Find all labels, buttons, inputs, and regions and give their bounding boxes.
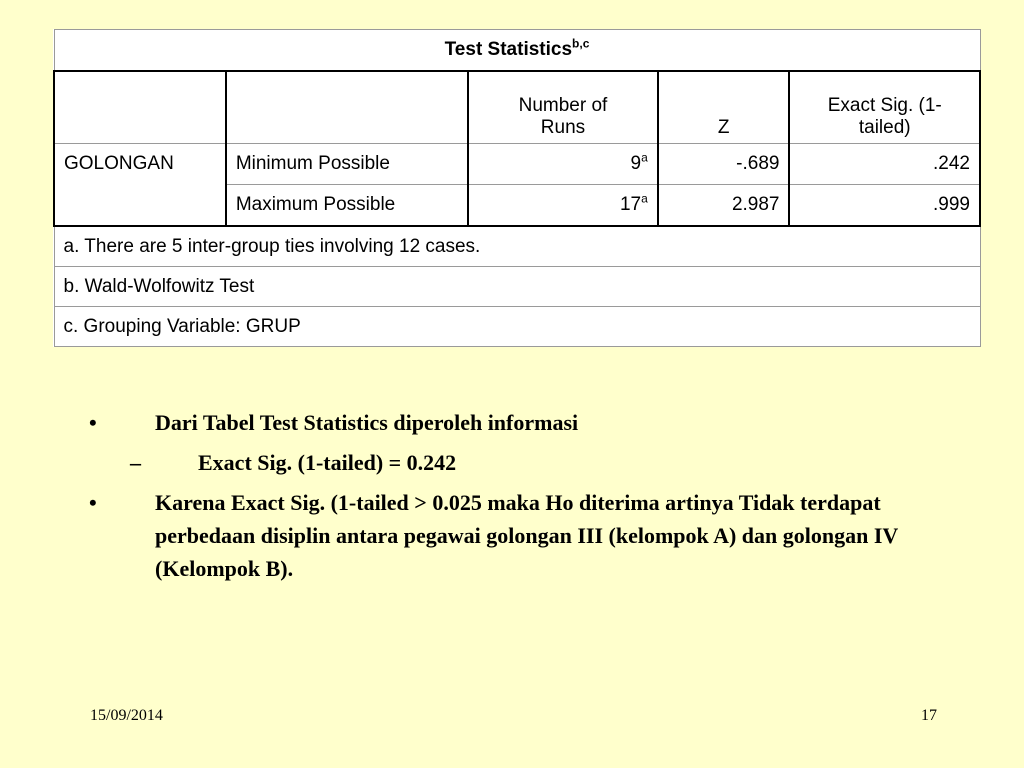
sig-cell: .242 (789, 144, 980, 185)
table-row (54, 144, 980, 185)
test-statistics-table (53, 29, 981, 347)
footnote-row (54, 267, 980, 307)
footer-date: 15/09/2014 (90, 707, 163, 724)
bullet-list (0, 406, 1024, 596)
runs-value: 17 (619, 194, 642, 215)
runs-footnote-marker: a (641, 191, 648, 206)
runs-cell (468, 185, 658, 227)
header-z: Z (658, 71, 790, 144)
footnote-row (54, 226, 980, 267)
footnote-row (54, 307, 980, 347)
header-runs-line2: Runs (540, 117, 586, 138)
runs-cell (468, 144, 658, 185)
bullet-text: Exact Sig. (1-tailed) = 0.242 (198, 450, 457, 475)
bullet-item (0, 486, 1024, 596)
bullet-item (0, 406, 1024, 446)
page-number: 17 (921, 707, 937, 724)
row-label: Minimum Possible (226, 144, 468, 185)
z-cell: 2.987 (658, 185, 790, 227)
table-header-row (54, 71, 980, 144)
header-number-of-runs (468, 71, 658, 144)
group-cell: GOLONGAN (54, 144, 226, 227)
bullet-text: Karena Exact Sig. (1-tailed > 0.025 maka Ho diterima artinya Tidak terdapat perbedaan disiplin antara pegawai golongan III (kelompok A) dan golongan IV (Kelompok B). (155, 490, 898, 581)
table-title-text: Test Statistics (444, 39, 573, 60)
bullet-marker: • (89, 490, 97, 515)
row-label: Maximum Possible (226, 185, 468, 227)
footnote-b: b. Wald-Wolfowitz Test (54, 267, 980, 307)
bullet-text: Dari Tabel Test Statistics diperoleh informasi (155, 410, 579, 435)
z-cell: -.689 (658, 144, 790, 185)
table-title-sup: b,c (572, 36, 590, 51)
bullet-marker: • (89, 410, 97, 435)
header-empty-1 (54, 71, 226, 144)
footnote-c: c. Grouping Variable: GRUP (54, 307, 980, 347)
header-runs-line1: Number of (518, 95, 608, 116)
dash-marker: – (130, 450, 141, 475)
header-sig-line2: tailed) (858, 117, 911, 138)
table-title (54, 30, 980, 72)
header-empty-2 (226, 71, 468, 144)
runs-footnote-marker: a (641, 150, 648, 165)
header-exact-sig (789, 71, 980, 144)
sig-cell: .999 (789, 185, 980, 227)
bullet-item (0, 446, 1024, 486)
footnote-a: a. There are 5 inter-group ties involving 12 cases. (54, 226, 980, 267)
header-sig-line1: Exact Sig. (1- (827, 95, 942, 116)
runs-value: 9 (630, 153, 642, 174)
